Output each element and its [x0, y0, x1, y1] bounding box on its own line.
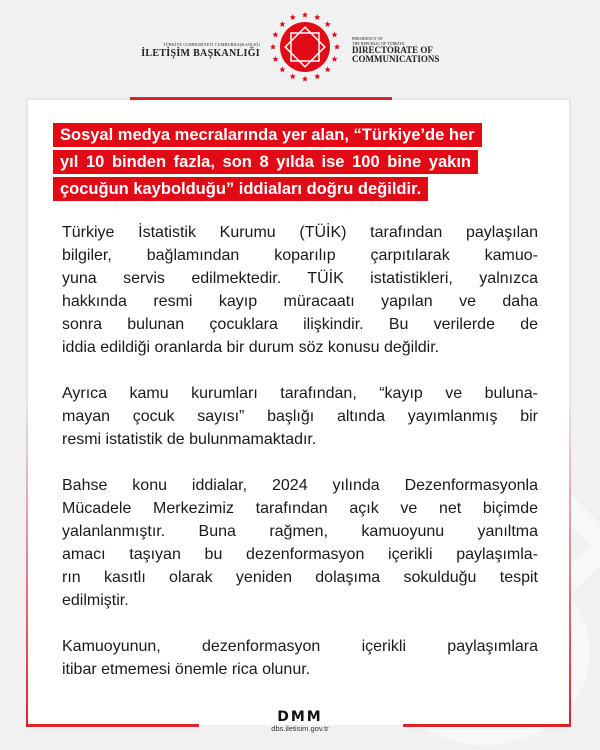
star-icon — [302, 76, 308, 82]
paragraph-line: sonra bulunan çocuklara ilişkindir. Bu verilerde de — [62, 316, 538, 333]
star-icon — [334, 44, 340, 50]
paragraph — [62, 635, 538, 681]
logo-subtitle: PRESIDENCY OF — [352, 36, 383, 41]
paragraph-line: resmi istatistik de bulunmamaktadır. — [62, 431, 317, 448]
paragraph-line: hakkında resmi kayıp müracaatı yapılan ve daha — [62, 293, 538, 310]
logo-title: DIRECTORATE OF — [352, 45, 433, 55]
header — [0, 0, 600, 92]
paragraph-line: Mücadele Merkezimiz tarafından açık ve net biçimde — [62, 500, 538, 517]
headline-line — [53, 150, 482, 174]
star-icon — [332, 56, 338, 62]
directorate-logo-text — [352, 36, 439, 64]
star-icon — [314, 73, 320, 79]
headline-line — [53, 123, 482, 147]
star-icon — [290, 73, 296, 79]
paragraph-line: Kamuoyunun, dezenformasyon içerikli paylaşımlara — [62, 638, 538, 655]
paragraph-line: rın kasıtlı olarak yeniden dolaşıma sokulduğu tespit — [62, 569, 538, 586]
paragraph-line: Bahse konu iddialar, 2024 yılında Dezenformasyonla — [62, 477, 538, 494]
paragraph — [62, 221, 538, 359]
star-icon — [270, 44, 276, 50]
logo-subtitle: TÜRKİYE CUMHURİYETİ CUMHURBAŞKANLIĞI — [163, 42, 260, 47]
footer — [250, 710, 350, 734]
card-border — [569, 400, 571, 725]
logo-title: İLETİŞİM BAŞKANLIĞI — [141, 48, 260, 59]
top-accent-line — [130, 97, 392, 100]
footer-url: dbs.iletisim.gov.tr — [271, 724, 329, 733]
paragraph — [62, 474, 538, 612]
paragraph-line: edilmiştir. — [62, 592, 129, 609]
headline-text: yıl 10 binden fazla, son 8 yılda ise 100 bine yakın — [53, 150, 478, 174]
headline — [53, 123, 482, 204]
paragraph-line: yuna servis edilmektedir. TÜİK istatistikleri, yalnızca — [62, 270, 538, 287]
star-icon — [325, 21, 331, 27]
card-border — [26, 400, 28, 725]
paragraph — [62, 382, 538, 451]
paragraph-line: itibar etmemesi önemle rica olunur. — [62, 661, 311, 678]
statement-body — [62, 221, 538, 704]
iletisim-baskanligi-logo-text — [141, 42, 260, 60]
star-icon — [314, 14, 320, 20]
bottom-accent-line — [403, 724, 571, 727]
star-icon — [290, 14, 296, 20]
paragraph-line: bilgiler, bağlamından koparılıp çarpıtılarak kamuo- — [62, 247, 538, 264]
headline-line — [53, 177, 482, 201]
star-icon — [272, 32, 278, 38]
logo-title: COMMUNICATIONS — [352, 54, 440, 64]
paragraph-line: Türkiye İstatistik Kurumu (TÜİK) tarafından paylaşılan — [62, 224, 538, 241]
headline-text: Sosyal medya mecralarında yer alan, “Türkiye’de her — [53, 123, 482, 147]
star-icon — [279, 66, 285, 72]
headline-text: çocuğun kaybolduğu” iddiaları doğru değildir. — [53, 177, 428, 201]
paragraph-line: iddia edildiği oranlarda bir durum söz konusu değildir. — [62, 339, 440, 356]
dmm-logo: DMM — [277, 709, 323, 725]
logo-subtitle: THE REPUBLIC OF TÜRKİYE — [352, 41, 405, 46]
emblem-disc — [280, 22, 330, 72]
star-icon — [302, 12, 308, 18]
star-icon — [325, 66, 331, 72]
bottom-accent-line — [26, 724, 199, 727]
paragraph-line: Ayrıca kamu kurumları tarafından, “kayıp ve buluna- — [62, 385, 538, 402]
paragraph-line: amacı taşıyan bu dezenformasyon içerikli paylaşımla- — [62, 546, 538, 563]
star-icon — [279, 21, 285, 27]
star-icon — [332, 32, 338, 38]
star-emblem-icon — [266, 8, 344, 86]
star-icon — [272, 56, 278, 62]
paragraph-line: mayan çocuk sayısı” başlığı altında yayımlanmış bir — [62, 408, 538, 425]
paragraph-line: yalanlanmıştır. Buna rağmen, kamuoyunu yanıltma — [62, 523, 538, 540]
